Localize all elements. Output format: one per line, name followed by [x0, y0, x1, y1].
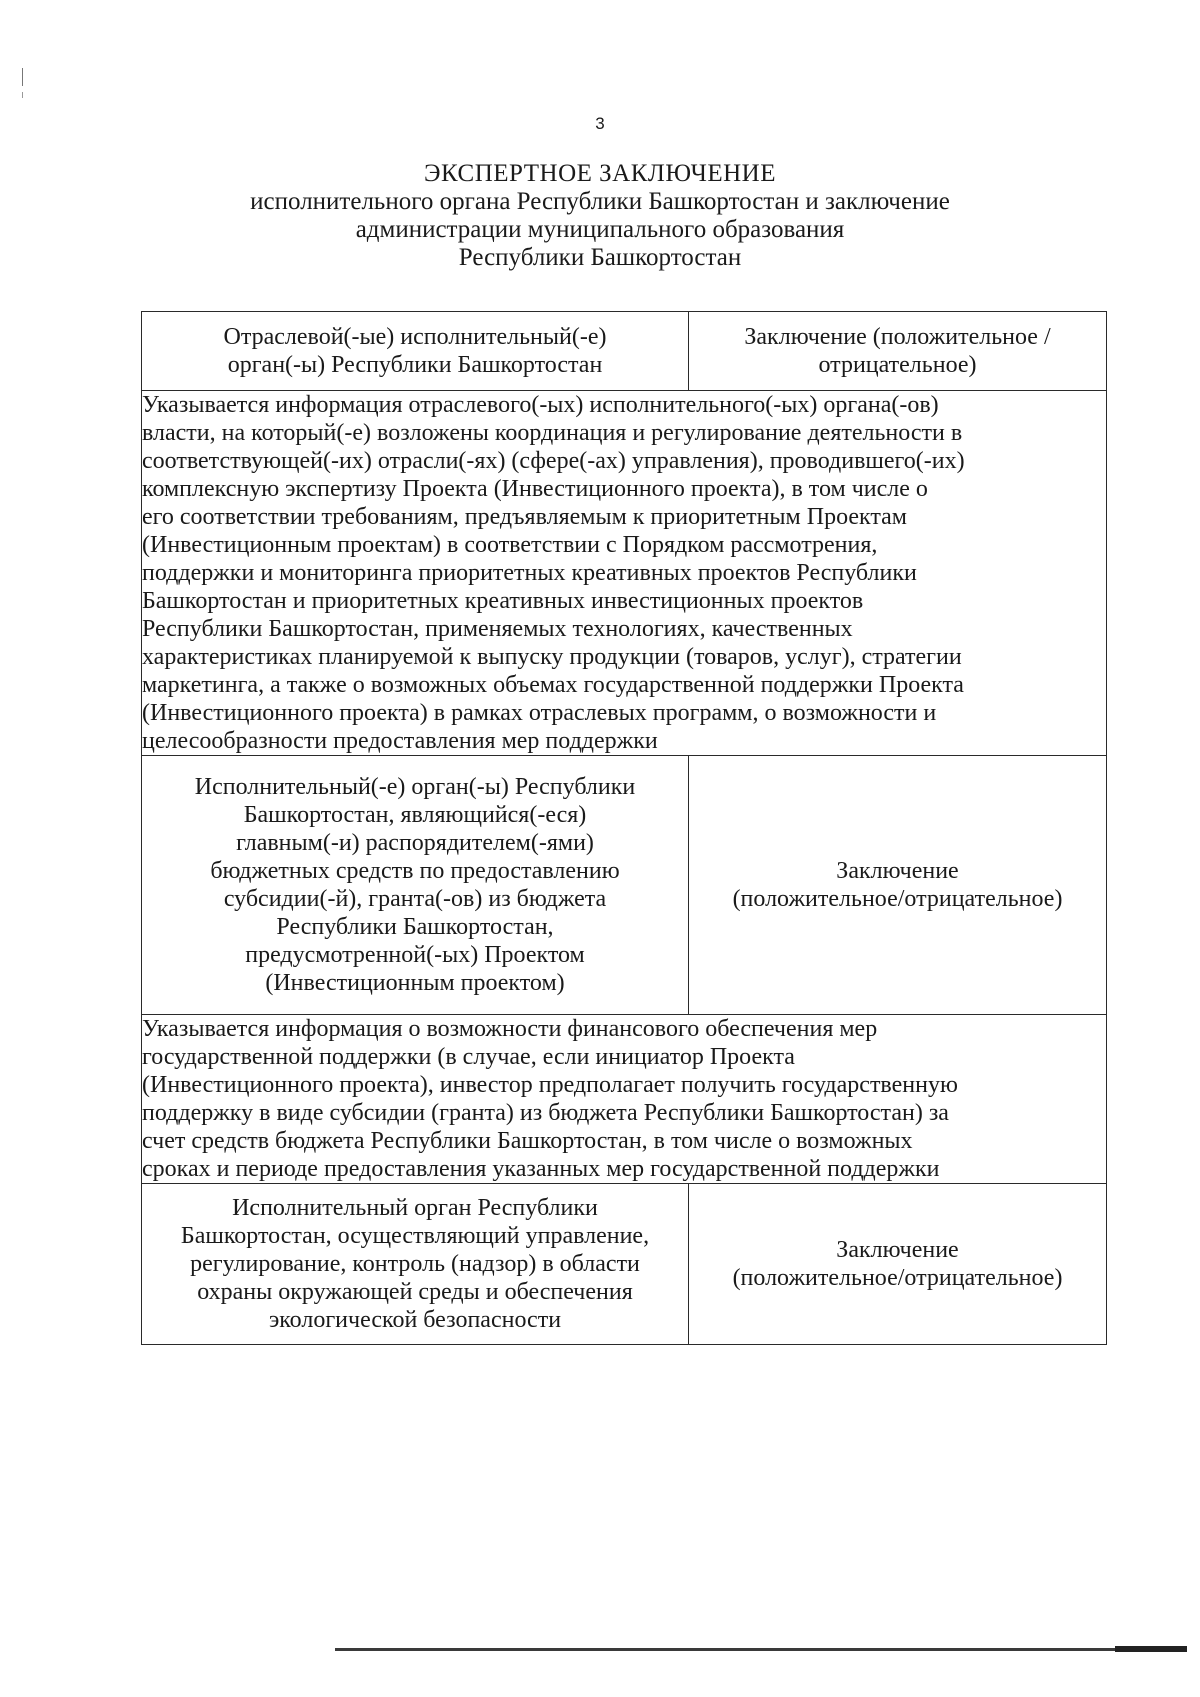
cell-text-line: экологической безопасности: [268, 1307, 562, 1333]
cell-text-line: предусмотренной(-ых) Проектом: [245, 942, 585, 968]
cell-text-line: Исполнительный(-е) орган(-ы) Республики: [194, 774, 636, 800]
table-row: [142, 1184, 1107, 1345]
heading-subtitle-line: Республики Башкортостан: [458, 244, 742, 271]
cell-text-line: Республики Башкортостан,: [276, 914, 554, 940]
budget-conclusion-cell: [689, 756, 1107, 1015]
scan-artifact-mark: [22, 68, 23, 86]
cell-text-line: сроках и периоде предоставления указанных мер государственной поддержки: [142, 1156, 940, 1182]
cell-text-line: (Инвестиционного проекта), инвестор предполагает получить государственную: [142, 1072, 958, 1098]
cell-text-line: главным(-и) распорядителем(-ями): [236, 830, 594, 856]
cell-text-line: (положительное/отрицательное): [732, 886, 1063, 912]
financing-info-cell: [142, 1015, 1107, 1184]
scan-edge-line: [1115, 1646, 1187, 1652]
cell-text-line: (Инвестиционным проектом): [265, 970, 565, 996]
cell-text-line: Заключение: [836, 1237, 959, 1263]
cell-text-line: его соответствии требованиям, предъявляемым к приоритетным Проектам: [142, 504, 907, 530]
budget-authority-cell: [142, 756, 689, 1015]
page-number: 3: [595, 114, 605, 133]
scan-artifact-mark: [22, 92, 23, 98]
heading-subtitle-line: исполнительного органа Республики Башкортостан и заключение: [250, 188, 950, 215]
ecology-authority-cell: [142, 1184, 689, 1345]
cell-text-line: Указывается информация о возможности финансового обеспечения мер: [142, 1016, 878, 1042]
cell-text-line: поддержку в виде субсидии (гранта) из бюджета Республики Башкортостан) за: [142, 1100, 949, 1126]
cell-text-line: регулирование, контроль (надзор) в области: [190, 1251, 640, 1277]
cell-text-line: (Инвестиционным проектам) в соответствии с Порядком рассмотрения,: [142, 532, 878, 558]
cell-text-line: Башкортостан, осуществляющий управление,: [180, 1223, 650, 1249]
document-heading: [0, 160, 1200, 272]
cell-text-line: Башкортостан и приоритетных креативных инвестиционных проектов: [142, 588, 864, 614]
cell-text-line: бюджетных средств по предоставлению: [210, 858, 620, 884]
ecology-conclusion-cell: [689, 1184, 1107, 1345]
cell-text-line: Исполнительный орган Республики: [232, 1195, 598, 1221]
cell-text-line: Заключение: [836, 858, 959, 884]
cell-text-line: отрицательное): [818, 352, 977, 378]
cell-text-line: Отраслевой(-ые) исполнительный(-е): [223, 324, 607, 350]
table-row: [142, 1015, 1107, 1184]
cell-text-line: счет средств бюджета Республики Башкортостан, в том числе о возможных: [142, 1128, 913, 1154]
conclusion-header-cell: [689, 312, 1107, 391]
cell-text-line: государственной поддержки (в случае, если инициатор Проекта: [142, 1044, 795, 1070]
cell-text-line: поддержки и мониторинга приоритетных креативных проектов Республики: [142, 560, 917, 586]
sector-authority-header-cell: [142, 312, 689, 391]
cell-text-line: (положительное/отрицательное): [732, 1265, 1063, 1291]
cell-text-line: субсидии(-й), гранта(-ов) из бюджета: [223, 886, 607, 912]
cell-text-line: охраны окружающей среды и обеспечения: [197, 1279, 633, 1305]
cell-text-line: власти, на который(-е) возложены координация и регулирование деятельности в: [142, 420, 963, 446]
table-row: [142, 312, 1107, 391]
table-row: [142, 391, 1107, 756]
cell-text-line: Заключение (положительное /: [744, 324, 1051, 350]
cell-text-line: соответствующей(-их) отрасли(-ях) (сфере(-ах) управления), проводившего(-их): [142, 448, 965, 474]
cell-text-line: Указывается информация отраслевого(-ых) исполнительного(-ых) органа(-ов): [142, 392, 939, 418]
heading-subtitle-line: администрации муниципального образования: [355, 216, 845, 243]
cell-text-line: (Инвестиционного проекта) в рамках отраслевых программ, о возможности и: [142, 700, 937, 726]
heading-title: ЭКСПЕРТНОЕ ЗАКЛЮЧЕНИЕ: [423, 160, 777, 187]
cell-text-line: Республики Башкортостан, применяемых технологиях, качественных: [142, 616, 853, 642]
sector-authority-info-cell: [142, 391, 1107, 756]
cell-text-line: комплексную экспертизу Проекта (Инвестиционного проекта), в том числе о: [142, 476, 928, 502]
conclusion-table: [141, 311, 1107, 1345]
cell-text-line: маркетинга, а также о возможных объемах государственной поддержки Проекта: [142, 672, 964, 698]
table-row: [142, 756, 1107, 1015]
cell-text-line: Башкортостан, являющийся(-еся): [243, 802, 587, 828]
cell-text-line: целесообразности предоставления мер поддержки: [142, 728, 658, 754]
cell-text-line: характеристиках планируемой к выпуску продукции (товаров, услуг), стратегии: [142, 644, 962, 670]
cell-text-line: орган(-ы) Республики Башкортостан: [227, 352, 603, 378]
scan-edge-line: [335, 1648, 1187, 1651]
